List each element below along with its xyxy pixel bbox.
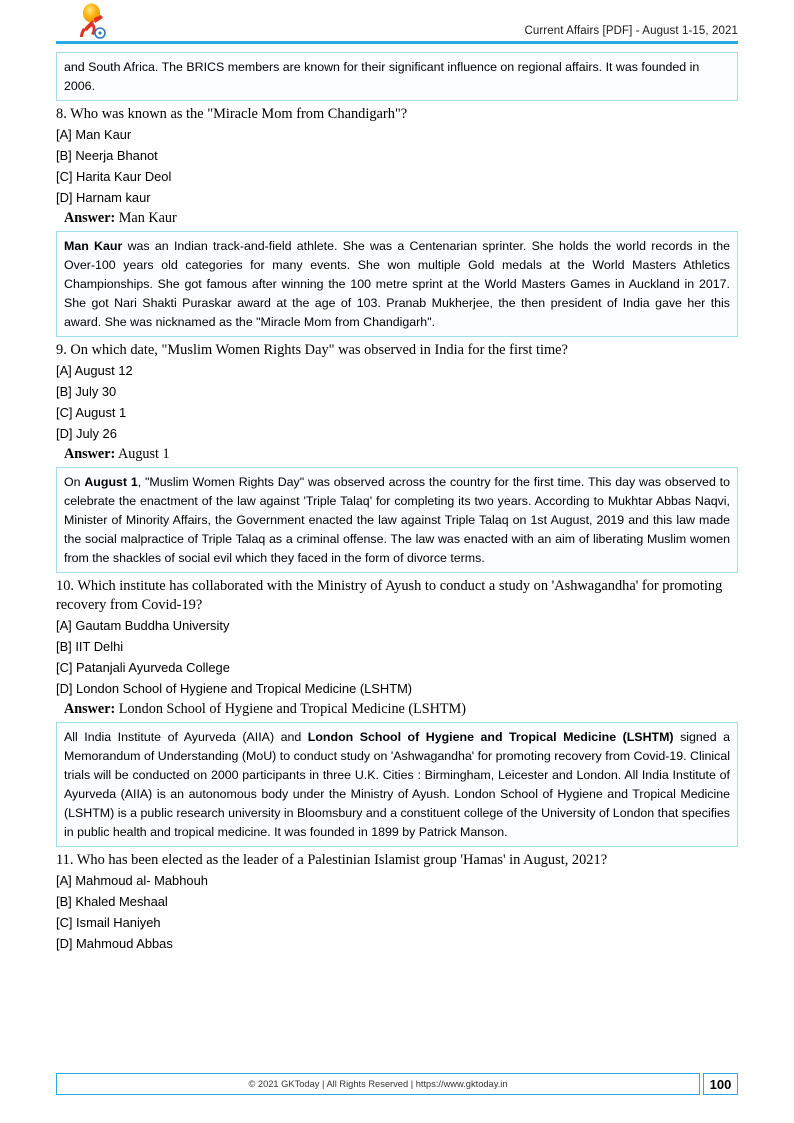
- question-text: 9. On which date, "Muslim Women Rights Day" was observed in India for the first time?: [56, 342, 568, 358]
- option-item[interactable]: [A] Mahmoud al- Mabhouh: [56, 873, 208, 888]
- option-item[interactable]: [A] Man Kaur: [56, 127, 132, 142]
- header-title: Current Affairs [PDF] - August 1-15, 2021: [524, 25, 738, 37]
- option-item[interactable]: [C] Harita Kaur Deol: [56, 169, 172, 184]
- answer-line: [64, 444, 738, 464]
- answer-label: Answer:: [64, 701, 116, 717]
- option-item[interactable]: [D] Mahmoud Abbas: [56, 936, 173, 951]
- page-content: [56, 44, 738, 954]
- footer-copyright-bar: [56, 1073, 700, 1095]
- option-item[interactable]: [B] IIT Delhi: [56, 639, 124, 654]
- page-number: 100: [709, 1076, 732, 1092]
- answer-value: August 1: [115, 446, 170, 462]
- option-item[interactable]: [C] Patanjali Ayurveda College: [56, 660, 230, 675]
- option-item[interactable]: [B] July 30: [56, 384, 117, 399]
- answer-line: [64, 699, 738, 719]
- question-list: [56, 105, 738, 954]
- question-block: [56, 851, 738, 954]
- question-block: [56, 105, 738, 337]
- explanation-box: Man Kaur was an Indian track-and-field athlete. She was a Centenarian sprinter. She holds the world records in the Over-100 years old categories for many events. She won multiple Gold medals at the World Masters Athletics Championships. She got famous after winning the 100 metre sprint at the World Masters Games in Auckland in 2017. She got Nari Shakti Puraskar award at the age of 103. Pranab Mukherjee, the then president of India gave her this award. She was nicknamed as the "Miracle Mom from Chandigarh".: [56, 231, 738, 337]
- answer-value: London School of Hygiene and Tropical Medicine (LSHTM): [115, 701, 466, 717]
- option-item[interactable]: [A] Gautam Buddha University: [56, 618, 230, 633]
- question-text: 11. Who has been elected as the leader of a Palestinian Islamist group 'Hamas' in August, 2021?: [56, 852, 608, 868]
- option-item[interactable]: [B] Neerja Bhanot: [56, 148, 158, 163]
- option-item[interactable]: [C] August 1: [56, 405, 127, 420]
- answer-line: [64, 208, 738, 228]
- answer-label: Answer:: [64, 446, 116, 462]
- question-block: [56, 577, 738, 847]
- explanation-box: On August 1, "Muslim Women Rights Day" was observed across the country for the first time. This day was observed to celebrate the enactment of the law against 'Triple Talaq' for completing its two years. According to Mukhtar Abbas Naqvi, Minister of Minority Affairs, the Government enacted the law against Triple Talaq on 1st August, 2019 and this law made the social malpractice of Triple Talaq as a criminal offense. The law was enacted with an aim of liberating Muslim women from the shackles of social evil which they faced in the form of divorce terms.: [56, 467, 738, 573]
- option-item[interactable]: [D] July 26: [56, 426, 117, 441]
- page-header: [56, 0, 738, 40]
- explanation-box: All India Institute of Ayurveda (AIIA) and London School of Hygiene and Tropical Medicine (LSHTM) signed a Memorandum of Understanding (MoU) to conduct study on 'Ashwagandha' for promoting recovery from Covid-19. Clinical trials will be conducted on 2000 participants in three U.K. Cities : Birmingham, Leicester and London. All India Institute of Ayurveda (AIIA) is an autonomous body under the Ministry of Ayush. London School of Hygiene and Tropical Medicine (LSHTM) is a public research university in Bloomsbury and a constituent college of the University of London that specifies in public health and tropical medicine. It was founded in 1899 by Patrick Manson.: [56, 722, 738, 847]
- page-number-box: [703, 1073, 738, 1095]
- option-item[interactable]: [A] August 12: [56, 363, 133, 378]
- option-item[interactable]: [B] Khaled Meshaal: [56, 894, 168, 909]
- question-text: 8. Who was known as the "Miracle Mom from Chandigarh"?: [56, 106, 408, 122]
- explanation-box-continued: and South Africa. The BRICS members are known for their significant influence on regional affairs. It was founded in 2006.: [56, 52, 738, 101]
- page-footer: [56, 1073, 738, 1095]
- question-text: 10. Which institute has collaborated with the Ministry of Ayush to conduct a study on 'Ashwagandha' for promoting recovery from Covid-19?: [56, 578, 723, 613]
- option-item[interactable]: [C] Ismail Haniyeh: [56, 915, 161, 930]
- option-item[interactable]: [D] London School of Hygiene and Tropical Medicine (LSHTM): [56, 681, 413, 696]
- question-block: [56, 341, 738, 573]
- footer-text: © 2021 GKToday | All Rights Reserved | https://www.gktoday.in: [248, 1079, 508, 1089]
- gktoday-running-figure-logo: [74, 2, 114, 40]
- answer-value: Man Kaur: [115, 210, 177, 226]
- answer-label: Answer:: [64, 210, 116, 226]
- option-item[interactable]: [D] Harnam kaur: [56, 190, 151, 205]
